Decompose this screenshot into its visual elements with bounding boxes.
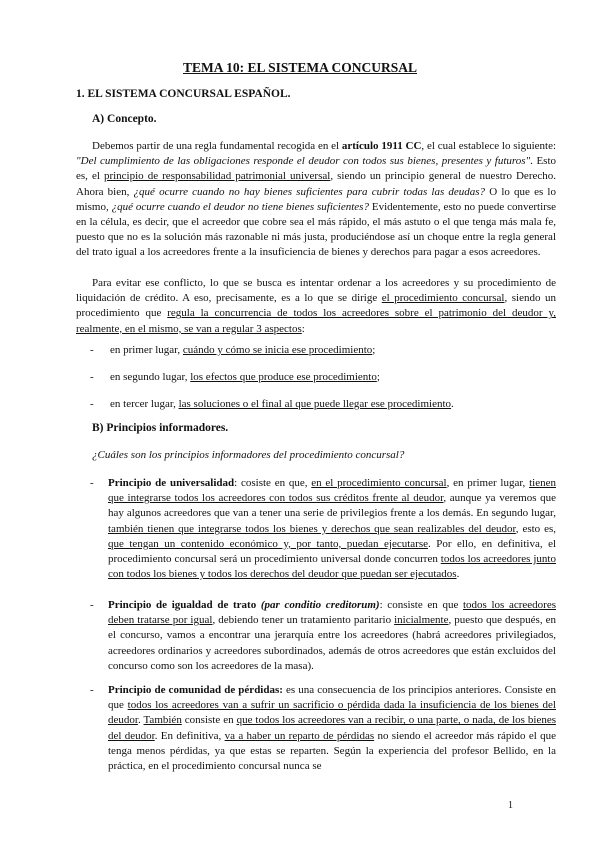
question-text: ¿Cuáles son los principios informadores del procedimiento concursal? xyxy=(92,449,405,461)
paragraph-concepto-1: Debemos partir de una regla fundamental recogida en el artículo 1911 CC, el cual establece lo siguiente: "Del cumplimiento de las obligaciones responde el deudor con todos sus bienes, presentes y futuros". Esto es, el principio de responsabilidad patrimonial universal, siendo un principio general de nuestro Derecho. Ahora bien, ¿qué ocurre cuando no hay bienes suficientes para cubrir todas las deudas? O lo que es lo mismo, ¿qué ocurre cuando el deudor no tiene bienes suficientes? Evidentemente, esto no puede convertirse en la célula, es decir, que el acreedor que cobre sea el más rápido, el más astuto o el que tenga más mala fe, puesto que no es la solución más razonable ni más justa, produciéndose así un choque entre la regla general del trato igual a los acreedores frente a la insuficiencia de bienes y derechos para pagar a esos acreedores. xyxy=(76,140,557,259)
document-page: TEMA 10: EL SISTEMA CONCURSAL 1. EL SISTEMA CONCURSAL ESPAÑOL. A) Concepto. Debemos partir de una regla fundamental recogida en el artículo 1911 CC, el cual establece lo siguiente: "Del cumplimiento de las obligaciones responde el deudor con todos sus bienes, presentes y futuros". Esto es, el principio de responsabilidad patrimonial universal, siendo un principio general de nuestro Derecho. Ahora bien, ¿qué ocurre cuando no hay bienes suficientes para cubrir todas las deudas? O lo que es lo mismo, ¿qué ocurre cuando el deudor no tiene bienes suficientes? Evidentemente, esto no puede convertirse en la célula, es decir, que el acreedor que cobre sea el más rápido, el más astuto o el que tenga más mala fe, puesto que no es la solución más razonable ni más justa, produciéndose así un choque entre la regla general del trato igual a los acreedores frente a la insuficiencia de bienes y derechos para pagar a esos acreedores. Para evitar ese conflicto, lo que se busca es intentar ordenar a los acreedores y su procedimiento de liquidación de crédito. A eso, precisamente, es a lo que se dirige el procedimiento concursal, siendo un procedimiento que regula la concurrencia de todos los acreedores sobre el patrimonio del deudor y, realmente, en el mismo, se van a regular 3 aspectos: - en primer lugar, cuándo y cómo se inicia ese procedimiento; - en segundo lugar, los efectos que produce ese procedimiento; - en tercer lugar, las soluciones o el final al que puede llegar ese procedimiento. B) Principios informadores. ¿Cuáles son los principios informadores del procedimiento concursal? - Principio de universalidad: cosiste en que, en el procedimiento concursal, en primer lugar, tienen que integrarse todos los acreedores con todos sus créditos frente al deudor, aunque ya veremos que hay algunos acreedores que van a tener una serie de privilegios frente a los demás. En segundo lugar, también tienen que integrarse todos los bienes y derechos que sean realizables del deudor, esto es, que tengan un contenido económico y, por tanto, puedan ejecutarse. Por ello, en definitiva, el procedimiento concursal será un procedimiento universal donde concurren todos los acreedores junto con todos los bienes y todos los derechos del deudor que puedan ser ejecutados. - Principio de igualdad de trato (par conditio creditorum): consiste en que todos los acreedores deben tratarse por igual, debiendo tener un tratamiento paritario inicialmente, puesto que después, en el concurso, vamos a encontrar una jerarquía entre los acreedores (habrá acreedores privilegiados, acreedores ordinarios y acreedores subordinados, además de otros acreedores que están excluidos del concurso como son los acreedores de la masa). - Principio de comunidad de pérdidas: es una consecuencia de los principios anteriores. Consiste en que todos los acreedores van a sufrir un sacrificio o pérdida dada la insuficiencia de los bienes del deudor. También consiste en que todos los acreedores van a recibir, o una parte, o nada, de los bienes del deudor. En definitiva, va a haber un reparto de pérdidas no siendo el acreedor más rápido el que tenga menos pérdidas, ya que estas se reparten. Según la experiencia del profesor Bellido, en la práctica, en el procedimiento concursal nunca se 1 xyxy=(0,0,600,848)
subsection-heading-principios: B) Principios informadores. xyxy=(92,422,229,434)
paragraph-concepto-2: Para evitar ese conflicto, lo que se busca es intentar ordenar a los acreedores y su procedimiento de liquidación de crédito. A eso, precisamente, es a lo que se dirige el procedimiento concursal, siendo un procedimiento que regula la concurrencia de todos los acreedores sobre el patrimonio del deudor y, realmente, en el mismo, se van a regular 3 aspectos: xyxy=(76,277,556,335)
page-number: 1 xyxy=(508,800,513,811)
page-title: TEMA 10: EL SISTEMA CONCURSAL xyxy=(182,60,418,75)
subsection-heading-concepto: A) Concepto. xyxy=(92,113,157,125)
section-heading: 1. EL SISTEMA CONCURSAL ESPAÑOL. xyxy=(76,88,291,100)
